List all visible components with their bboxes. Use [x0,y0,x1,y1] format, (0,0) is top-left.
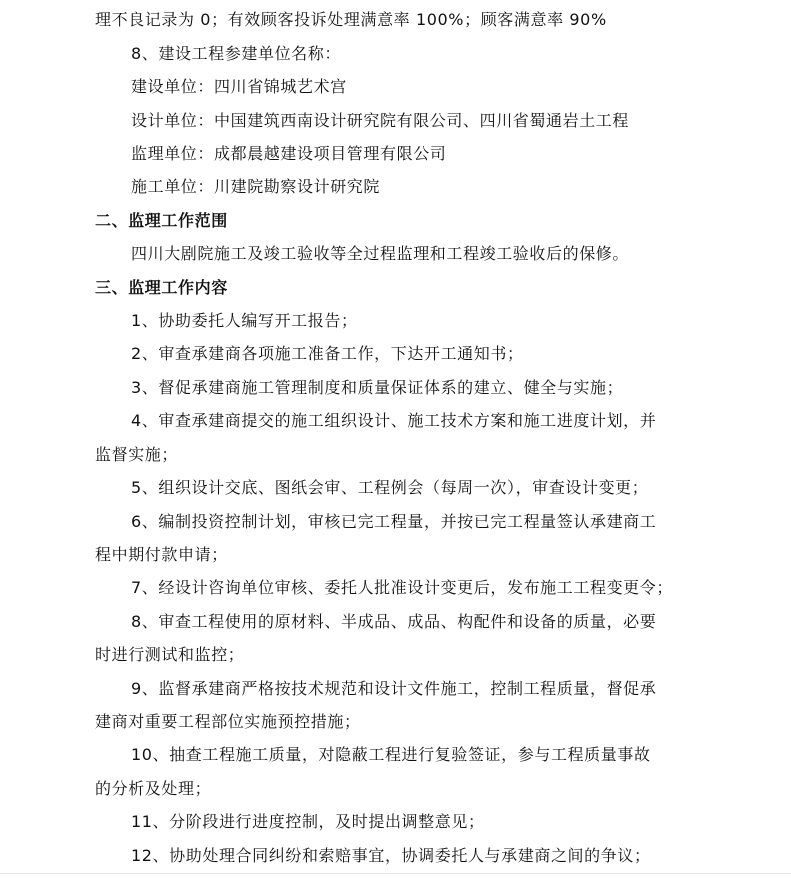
list-item-5: 5、组织设计交底、图纸会审、工程例会（每周一次），审查设计变更； [131,478,649,497]
design-unit: 设计单位：中国建筑西南设计研究院有限公司、四川省蜀通岩土工程 [131,111,630,130]
list-item-3: 3、督促承建商施工管理制度和质量保证体系的建立、健全与实施； [131,378,624,397]
supervision-unit: 监理单位：成都晨越建设项目管理有限公司 [131,144,447,163]
list-item-4: 4、审查承建商提交的施工组织设计、施工技术方案和施工进度计划，并 [131,411,657,430]
list-item-8-continued: 时进行测试和监控； [95,645,245,664]
list-item-9: 9、监督承建商严格按技术规范和设计文件施工，控制工程质量，督促承 [131,679,657,698]
list-item-6: 6、编制投资控制计划，审核已完工程量，并按已完工程量签认承建商工 [131,512,657,531]
scope-text: 四川大剧院施工及竣工验收等全过程监理和工程竣工验收后的保修。 [131,244,630,263]
list-item-10: 10、抽查工程施工质量，对隐蔽工程进行复验签证，参与工程质量事故 [131,745,651,764]
list-item-2: 2、审查承建商各项施工准备工作，下达开工通知书； [131,344,524,363]
text-line-1: 理不良记录为 0；有效顾客投诉处理满意率 100%；顾客满意率 90% [95,10,607,29]
construction-unit: 建设单位：四川省锦城艺术宫 [131,77,347,96]
page-bottom-divider [0,873,791,874]
item-8-heading: 8、建设工程参建单位名称： [131,44,341,63]
list-item-4-continued: 监督实施； [95,445,179,464]
list-item-1: 1、协助委托人编写开工报告； [131,311,358,330]
contractor-unit: 施工单位：川建院勘察设计研究院 [131,177,381,196]
list-item-12: 12、协助处理合同纠纷和索赔事宜，协调委托人与承建商之间的争议； [131,846,651,865]
list-item-10-continued: 的分析及处理； [95,779,212,798]
list-item-8: 8、审查工程使用的原材料、半成品、成品、构配件和设备的质量，必要 [131,612,657,631]
list-item-6-continued: 程中期付款申请； [95,545,228,564]
list-item-11: 11、分阶段进行进度控制，及时提出调整意见； [131,812,485,831]
list-item-7: 7、经设计咨询单位审核、委托人批准设计变更后，发布施工工程变更令； [131,578,673,597]
list-item-9-continued: 建商对重要工程部位实施预控措施； [95,712,361,731]
section-heading-content: 三、监理工作内容 [95,278,228,297]
section-heading-scope: 二、监理工作范围 [95,211,228,230]
